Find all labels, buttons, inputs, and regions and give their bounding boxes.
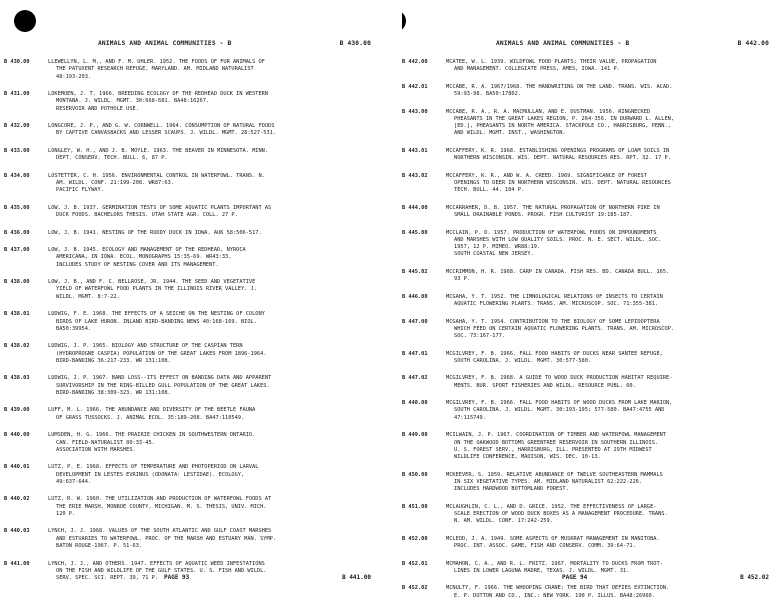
citation-line: LOW, J. B. 1937. GERMINATION TESTS OF SOME AQUATIC PLANTS IMPORTANT AS — [48, 204, 272, 211]
entry-citation — [48, 432, 375, 454]
bibliography-entry — [402, 84, 773, 99]
entry-number: B 438.01 — [4, 311, 30, 318]
bibliography-entry — [402, 230, 773, 259]
entry-citation — [48, 59, 375, 81]
citation-line: LYNCH, J. J., AND OTHERS. 1947. EFFECTS OF AQUATIC WEED INFESTATIONS — [48, 560, 265, 567]
citation-line: LONGLEY, W. H., AND J. B. MOYLE. 1963. THE BEAVER IN MINNESOTA. MINN. — [48, 147, 269, 154]
bibliography-entry — [4, 173, 375, 195]
bibliography-entry — [402, 109, 773, 138]
citation-line: BIRD-BANDING 38:309-323. WR 131:108. — [56, 389, 171, 396]
entry-number: B 441.00 — [4, 560, 30, 567]
citation-line: MCGAHA, Y. T. 1954. CONTRIBUTION TO THE BIOLOGY OF SOME LEPIDOPTERA — [446, 318, 660, 325]
citation-line: MCLEOD, J. A. 1949. SOME ASPECTS OF MUSKRAT MANAGEMENT IN MANITOBA. — [446, 535, 660, 542]
entry-number: B 436.00 — [4, 229, 30, 236]
citation-line: DEVELOPMENT IN LESTES EVRINUS (ODONATA: LESTIDAE). ECOLOGY, — [56, 471, 245, 478]
entry-number: B 437.00 — [4, 247, 30, 254]
entry-citation — [48, 311, 375, 333]
citation-line: MCKEEVER, S. 1959. RELATIVE ABUNDANCE OF TWELVE SOUTHEASTERN MAMMALS — [446, 471, 663, 478]
citation-line: BY CAPTIVE CANVASBACKS AND LESSER SCAUPS. J. WILDL. MGMT. 28:527-531. — [56, 130, 277, 137]
entry-citation — [446, 269, 773, 284]
citation-line: [ED.], PHEASANTS IN NORTH AMERICA. STACKPOLE CO., HARRISBURG, PENN., — [454, 123, 671, 130]
bibliography-entry — [402, 205, 773, 220]
entry-number: B 438.03 — [4, 375, 30, 382]
header-code: B 442.00 — [737, 40, 769, 47]
entry-citation — [48, 464, 375, 486]
entry-number: B 442.01 — [402, 83, 428, 90]
bibliography-entry — [4, 123, 375, 138]
citation-line: TECH. BULL. 44. 104 P. — [454, 187, 525, 194]
entry-list — [4, 59, 375, 593]
page-header — [402, 40, 773, 50]
entry-number: B 430.00 — [4, 59, 30, 65]
citation-line: THE PATUXENT RESEARCH REFUGE, MARYLAND. AM. MIDLAND NATURALIST — [56, 66, 254, 73]
entry-citation — [446, 294, 773, 309]
citation-line: AND MANAGEMENT. COLLEGIATE PRESS, AMES, IOWA. 141 P. — [454, 66, 620, 73]
citation-line: DEPT. CONSERV. TECH. BULL. 6, 87 P. — [56, 155, 168, 162]
entry-number: B 452.02 — [402, 585, 428, 592]
entry-citation — [446, 205, 773, 220]
bibliography-entry — [402, 375, 773, 390]
bibliography-entry — [4, 432, 375, 454]
bibliography-entry — [4, 205, 375, 220]
entry-citation — [48, 528, 375, 550]
citation-line: ASSOCIATION WITH MARSHES. — [56, 446, 136, 453]
citation-line: NORTHERN WISCONSIN. WIS. DEPT. NATURAL RESOURCES RES. RPT. 32. 17 P. — [454, 155, 671, 162]
page-number: PAGE 94 — [562, 574, 588, 581]
bibliography-entry — [4, 247, 375, 269]
citation-line: MCILWAIN, J. P. 1967. COORDINATION OF TIMBER AND WATERFOWL MANAGEMENT — [446, 432, 667, 439]
bibliography-entry — [4, 59, 375, 81]
entry-citation — [48, 247, 375, 269]
bibliography-entry — [4, 91, 375, 113]
entry-number: B 443.02 — [402, 172, 428, 179]
citation-line: BIRD-BANDING 36:217-233. WR 131:108. — [56, 357, 171, 364]
citation-line: LLEWELLYN, L. M., AND F. M. UHLER. 1952. THE FOODS OF FUR ANIMALS OF — [48, 59, 265, 65]
bibliography-entry — [402, 561, 773, 576]
citation-line: THE ERIE MARSH, MONROE COUNTY, MICHIGAN. M. S. THESIS, UNIV. MICH. — [56, 503, 267, 510]
bibliography-entry — [402, 59, 773, 74]
citation-line: WHICH FEED ON CERTAIN AQUATIC FLOWERING PLANTS. TRANS. AM. MICROSCOP. — [454, 325, 675, 332]
citation-line: MCCABE, R. A., R. A. MACMULLAN, AND E. DUSTMAN. 1956. RINGNECKED — [446, 108, 651, 115]
footer-code: B 452.02 — [740, 574, 769, 581]
citation-line: LINES IN LOWER LAGUNA MADRE, TEXAS. J. WILDL. MGMT. 31. — [454, 567, 630, 574]
citation-line: MCCAFFERY, K. R. 1968. ESTABLISHING OPENINGS PROGRAMS OF LOAM SOILS IN — [446, 147, 670, 154]
citation-line: MCGILVREY, F. B. 1966. FALL FOOD HABITS OF WOOD DUCKS FROM LAKE MARION, — [446, 400, 673, 407]
entry-number: B 443.01 — [402, 147, 428, 154]
citation-line: MCCLAIN, P. D. 1957. PRODUCTION OF WATERFOWL FOODS ON IMPOUNDMENTS — [446, 229, 657, 236]
header-title: ANIMALS AND ANIMAL COMMUNITIES - B — [496, 40, 630, 47]
entry-number: B 438.02 — [4, 343, 30, 350]
citation-line: N. AM. WILDL. CONF. 17:242-259. — [454, 518, 553, 525]
bibliography-entry — [4, 528, 375, 550]
entry-number: B 447.02 — [402, 375, 428, 382]
citation-line: MENTS. BUR. SPORT FISHERIES AND WILDL. RESOURCE PUBL. 60. — [454, 382, 636, 389]
citation-line: AQUATIC FLOWERING PLANTS. TRANS. AM. MICROSCOP. SOC. 71:355-381. — [454, 301, 659, 308]
entry-citation — [446, 400, 773, 422]
entry-number: B 447.01 — [402, 350, 428, 357]
citation-line: PHEASANTS IN THE GREAT LAKES REGION, P. 264-356. IN DURWARD L. ALLEN, — [454, 115, 675, 122]
entry-number: B 440.01 — [4, 464, 30, 471]
citation-line: MCLAUGHLIN, C. L., AND D. GRICE. 1952. THE EFFECTIVENESS OF LARGE- — [446, 503, 657, 510]
entry-citation — [446, 173, 773, 195]
entry-citation — [48, 123, 375, 138]
citation-line: SMALL DRAINABLE PONDS. PROGR. FISH CULTURIST 19:185-187. — [454, 212, 633, 219]
bibliography-entry — [402, 351, 773, 366]
citation-line: SOC. 73:167-177. — [454, 333, 506, 340]
entry-number: B 440.00 — [4, 432, 30, 439]
entry-number: B 450.00 — [402, 471, 428, 478]
citation-line: CAN. FIELD-NATURALIST 80:33-45. — [56, 439, 155, 446]
entry-number: B 446.00 — [402, 293, 428, 300]
citation-line: LUTZ, R. W. 1960. THE UTILIZATION AND PRODUCTION OF WATERFOWL FOODS AT — [48, 496, 272, 503]
citation-line: SURVIVORSHIP IN THE RING-BILLED GULL POPULATION OF THE GREAT LAKES. — [56, 382, 270, 389]
entry-number: B 431.00 — [4, 91, 30, 98]
entry-number: B 438.00 — [4, 279, 30, 286]
page-footer — [402, 574, 773, 584]
entry-number: B 448.00 — [402, 400, 428, 407]
entry-number: B 442.00 — [402, 59, 428, 65]
citation-line: LUTZ, P. E. 1968. EFFECTS OF TEMPERATURE AND PHOTOPERIOD ON LARVAL — [48, 464, 259, 471]
bibliography-entry — [402, 269, 773, 284]
citation-line: WILDL. MGMT. 8:7-22. — [56, 293, 120, 300]
entry-number: B 444.00 — [402, 204, 428, 211]
citation-line: E. P. DUTTON AND CO., INC.: NEW YORK. 190 P. ILLUS. BA48:26960. — [454, 592, 655, 599]
entry-citation — [48, 148, 375, 163]
entry-list — [402, 59, 773, 600]
entry-citation — [446, 319, 773, 341]
page-number: PAGE 93 — [164, 574, 190, 581]
bibliography-entry — [402, 432, 773, 461]
citation-line: INCLUDES HARDWOOD BOTTOMLAND FOREST. — [454, 486, 569, 493]
citation-line: MCMAHON, C. A., AND R. L. FRITZ. 1967. MORTALITY TO DUCKS FROM TROT- — [446, 560, 663, 567]
bibliography-entry — [402, 536, 773, 551]
entry-citation — [446, 432, 773, 461]
citation-line: WILDLIFE CONFERENCE, MADISON, WIS. DEC. 10-13. — [454, 454, 601, 461]
entry-citation — [446, 148, 773, 163]
citation-line: OF GRASS TUSSOCKS. J. ANIMAL ECOL. 35:189-208. BA47:110549. — [56, 414, 245, 421]
citation-line: PACIFIC FLYWAY. — [56, 187, 104, 194]
entry-number: B 440.03 — [4, 528, 30, 535]
citation-line: MCGILVREY, F. B. 1968. A GUIDE TO WOOD DUCK PRODUCTION HABITAT REQUIRE- — [446, 375, 673, 382]
citation-line: PROC. INT. ASSOC. GAME, FISH AND CONSERV. COMM. 39:64-71. — [454, 543, 636, 550]
citation-line: MCNULTY, F. 1966. THE WHOOPING CRANE: THE BIRD THAT DEFIES EXTINCTION. — [446, 585, 670, 592]
citation-line: MONTANA. J. WILDL. MGMT. 30:668-681. BA48:16267. — [56, 98, 210, 105]
bibliography-entry — [4, 464, 375, 486]
citation-line: SOUTH CAROLINA. J. WILDL. MGMT. 30:193-195; 577-580. BA47:4755 AND — [454, 407, 665, 414]
citation-line: LOW, J. B. 1941. NESTING OF THE RUDDY DUCK IN IOWA. AUK 58:506-517. — [48, 229, 262, 236]
entry-number: B 449.00 — [402, 432, 428, 439]
citation-line: 59:93-98. BA50:17802. — [454, 91, 521, 98]
citation-line: ON THE OAKWOOD BOTTOMS GREENTREE RESERVOIR IN SOUTHERN ILLINOIS. — [454, 439, 659, 446]
citation-line: MCCAFFERY, K. R., AND W. A. CREED. 1969. SIGNIFICANCE OF FOREST — [446, 172, 647, 179]
bibliography-entry — [4, 148, 375, 163]
citation-line: ON THE FISH AND WILDLIFE OF THE GULF STATES. U. S. FISH AND WILDL. — [56, 567, 267, 574]
entry-number: B 443.00 — [402, 108, 428, 115]
entry-number: B 445.00 — [402, 229, 428, 236]
bibliography-entry — [402, 148, 773, 163]
citation-line: LUDWIG, J. P. 1965. BIOLOGY AND STRUCTURE OF THE CASPIAN TERN — [48, 343, 243, 350]
entry-number: B 434.00 — [4, 172, 30, 179]
citation-line: MCATEE, W. L. 1939. WILDFOWL FOOD PLANTS; THEIR VALUE, PROPAGATION — [446, 59, 657, 65]
citation-line: YIELD OF WATERFOWL FOOD PLANTS IN THE ILLINOIS RIVER VALLEY. J. — [56, 286, 257, 293]
citation-line: MCCABE, R. A. 1967/1968. THE HANDWRITING ON THE LAND. TRANS. WIS. ACAD. — [446, 83, 673, 90]
citation-line: 1957, 12 P. MIMEO. WR88:19. — [454, 244, 541, 251]
citation-line: LONGCORE, J. P., AND G. W. CORNWELL. 1964. CONSUMPTION OF NATURAL FOODS — [48, 123, 275, 130]
citation-line: SERV. SPEC. SCI. REPT. 39, 71 P. — [56, 575, 159, 582]
bibliography-entry — [402, 294, 773, 309]
citation-line: SOUTH COASTAL NEW JERSEY. — [454, 251, 534, 258]
citation-line: LUDWIG, F. E. 1968. THE EFFECTS OF A SEICHE ON THE NESTING OF COLONY — [48, 311, 265, 318]
header-code: B 430.00 — [339, 40, 371, 47]
citation-line: SOUTH CAROLINA. J. WILDL. MGMT. 30:577-580. — [454, 357, 592, 364]
entry-citation — [446, 109, 773, 138]
citation-line: BATON ROUGE-1967. P. 51-63. — [56, 543, 143, 550]
binder-hole-icon — [402, 10, 406, 32]
bibliography-entry — [402, 504, 773, 526]
citation-line: MCCARRAHER, D. B. 1957. THE NATURAL PROPAGATION OF NORTHERN PIKE IN — [446, 204, 660, 211]
entry-citation — [48, 173, 375, 195]
bibliography-entry — [4, 279, 375, 301]
citation-line: LOW, J. B. 1945. ECOLOGY AND MANAGEMENT OF THE REDHEAD, NYROCA — [48, 247, 246, 254]
citation-line: DUCK FOODS. BACHELORS THESIS. UTAH STATE AGR. COLL. 27 P. — [56, 212, 238, 219]
entry-number: B 451.00 — [402, 503, 428, 510]
bibliography-entry — [402, 472, 773, 494]
entry-number: B 435.00 — [4, 204, 30, 211]
citation-line: INCLUDES STUDY OF NESTING COVER AND ITS MANAGEMENT. — [56, 261, 219, 268]
entry-number: B 452.00 — [402, 535, 428, 542]
bibliography-entry — [4, 230, 375, 237]
entry-citation — [446, 585, 773, 600]
citation-line: LOW, J. B., AND F. C. BELLROSE, JR. 1944. THE SEED AND VEGETATIVE — [48, 279, 256, 286]
entry-number: B 452.01 — [402, 560, 428, 567]
entry-citation — [48, 91, 375, 113]
citation-line: SCALE ERECTION OF WOOD DUCK BOXES AS A MANAGEMENT PROCEDURE. TRANS. — [454, 510, 668, 517]
footer-code: B 441.00 — [342, 574, 371, 581]
page-header — [4, 40, 375, 50]
bibliography-entry — [4, 496, 375, 518]
entry-number: B 439.00 — [4, 407, 30, 414]
citation-line: MCCRIMMON, H. R. 1968. CARP IN CANADA. FISH RES. BD. CANADA BULL. 165. — [446, 268, 670, 275]
citation-line: 48:193-203. — [56, 73, 92, 80]
bibliography-entry — [4, 407, 375, 422]
entry-citation — [446, 536, 773, 551]
entry-citation — [446, 351, 773, 366]
citation-line: 120 P. — [56, 510, 76, 517]
entry-citation — [48, 205, 375, 220]
entry-citation — [48, 230, 375, 237]
bibliography-entry — [402, 400, 773, 422]
entry-number: B 440.02 — [4, 496, 30, 503]
entry-number: B 433.00 — [4, 147, 30, 154]
entry-citation — [446, 472, 773, 494]
binder-hole-icon — [14, 10, 36, 32]
citation-line: OPENINGS TO DEER IN NORTHERN WISCONSIN. WIS. DEPT. NATURAL RESOURCES — [454, 180, 671, 187]
citation-line: RESERVOIR AND POTHOLE USE. — [56, 105, 139, 112]
entry-citation — [446, 230, 773, 259]
citation-line: 47:115749. — [454, 414, 486, 421]
citation-line: AND MARSHES WITH LOW QUALITY SOILS. PROC. N. E. SECT. WILDL. SOC. — [454, 236, 662, 243]
entry-citation — [446, 504, 773, 526]
entry-number: B 447.00 — [402, 318, 428, 325]
citation-line: LYNCH, J. J. 1968. VALUES OF THE SOUTH ATLANTIC AND GULF COAST MARSHES — [48, 528, 272, 535]
citation-line: AND ESTUARIES TO WATERFOWL. PROC. OF THE MARSH AND ESTUARY MAN. SYMP. — [56, 535, 277, 542]
citation-line: AM. WILDL. CONF. 21:199-208. WR87:63. — [56, 180, 174, 187]
citation-line: MCGAHA, Y. T. 1952. THE LIMNOLOGICAL RELATIONS OF INSECTS TO CERTAIN — [446, 293, 663, 300]
bibliography-entry — [4, 343, 375, 365]
entry-citation — [48, 496, 375, 518]
entry-citation — [48, 407, 375, 422]
citation-line: LOSTETTER, C. H. 1956. ENVIRONMENTAL CONTROL IN WATERFOWL. TRANS. N. — [48, 172, 265, 179]
citation-line: AMERICANA, IN IOWA. ECOL. MONOGRAPHS 15:35-69. WR43:33. — [56, 254, 232, 261]
entry-citation — [446, 561, 773, 576]
citation-line: LUFF, M. L. 1966. THE ABUNDANCE AND DIVERSITY OF THE BEETLE FAUNA — [48, 407, 256, 414]
entry-citation — [446, 84, 773, 99]
citation-line: 49:637-644. — [56, 478, 92, 485]
bibliography-entry — [402, 319, 773, 341]
bibliography-entry — [402, 585, 773, 600]
citation-line: U. S. FOREST SERV., HARRISBURG, ILL. PRESENTED AT 29TH MIDWEST — [454, 446, 652, 453]
citation-line: (HYDROPROGNE CASPIA) POPULATION OF THE GREAT LAKES FROM 1896-1964. — [56, 350, 267, 357]
right-page — [402, 0, 773, 600]
entry-number: B 432.00 — [4, 123, 30, 130]
entry-citation — [446, 59, 773, 74]
citation-line: LUDWIG, J. P. 1967. BAND LOSS--ITS EFFECT ON BANDING DATA AND APPARENT — [48, 375, 272, 382]
citation-line: LUMSDEN, H. G. 1966. THE PRAIRIE CHICKEN IN SOUTHWESTERN ONTARIO. — [48, 432, 256, 439]
entry-citation — [446, 375, 773, 390]
page-footer — [4, 574, 375, 584]
header-title: ANIMALS AND ANIMAL COMMUNITIES - B — [98, 40, 232, 47]
citation-line: LOKEMOEN, J. T. 1966. BREEDING ECOLOGY OF THE REDHEAD DUCK IN WESTERN — [48, 91, 269, 98]
citation-line: IN SIX VEGETATIVE TYPES. AM. MIDLAND NATURALIST 62:222-226. — [454, 478, 643, 485]
citation-line: MCGILVREY, F. B. 1966. FALL FOOD HABITS OF DUCKS NEAR SANTEE REFUGE, — [446, 350, 663, 357]
citation-line: AND WILDL. MGMT. INST., WASHINGTON. — [454, 130, 566, 137]
bibliography-entry — [402, 173, 773, 195]
entry-citation — [48, 279, 375, 301]
citation-line: 93 P. — [454, 276, 470, 283]
entry-number: B 445.02 — [402, 268, 428, 275]
entry-citation — [48, 375, 375, 397]
entry-citation — [48, 343, 375, 365]
citation-line: BIRDS OF LAKE HURON. INLAND BIRD-BANDING NEWS 40:168-169. BIOL. — [56, 318, 257, 325]
left-page — [4, 0, 375, 600]
bibliography-entry — [4, 311, 375, 333]
citation-line: BA50:39954. — [56, 325, 92, 332]
bibliography-entry — [4, 375, 375, 397]
